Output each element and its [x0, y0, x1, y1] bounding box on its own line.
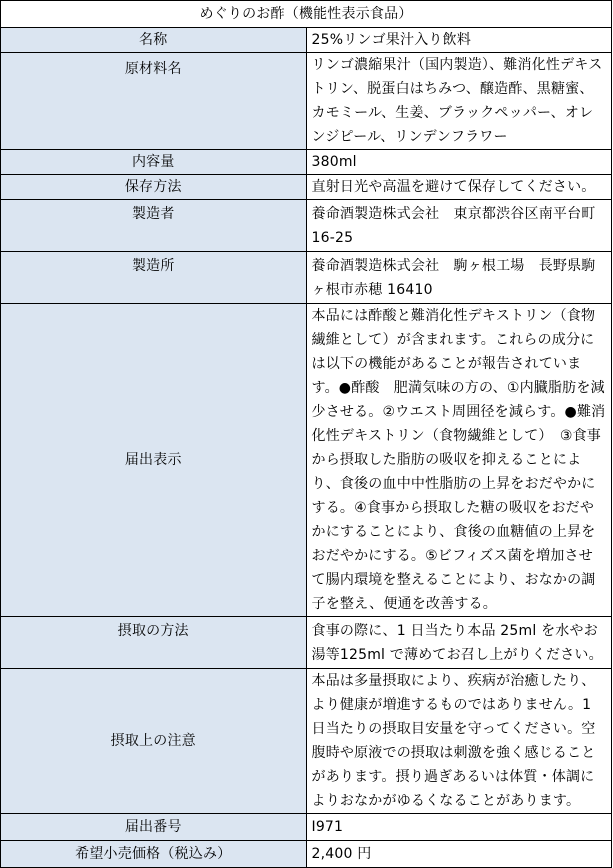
row-label-storage: 保存方法 — [1, 175, 307, 200]
table-row — [1, 200, 612, 252]
table-row — [1, 252, 612, 304]
row-label-volume: 内容量 — [1, 150, 307, 175]
table-row — [1, 53, 612, 150]
row-value-precautions: 本品は多量摂取により、疾病が治癒したり、より健康が増進するものではありません。1 日当たりの摂取目安量を守ってください。空腹時や原液での摂取は刺激を強く感じることがあります。摂り過ぎあるいは体質・体調によりおなかがゆるくなることがあります。 — [306, 669, 612, 814]
row-value-intake-method: 食事の際に、1 日当たり本品 25ml を水やお湯等125ml で薄めてお召し上がりください。 — [306, 617, 612, 669]
row-value-price: 2,400 円 — [306, 841, 612, 868]
row-value-factory: 養命酒製造株式会社 駒ヶ根工場 長野県駒ヶ根市赤穂 16410 — [306, 252, 612, 304]
row-label-price: 希望小売価格（税込み） — [1, 841, 307, 868]
row-value-volume: 380ml — [306, 150, 612, 175]
table-row — [1, 28, 612, 53]
table-row — [1, 150, 612, 175]
title-row — [1, 1, 612, 28]
row-label-manufacturer: 製造者 — [1, 200, 307, 252]
table-row — [1, 617, 612, 669]
table-row — [1, 814, 612, 841]
row-label-notification-number: 届出番号 — [1, 814, 307, 841]
row-value-storage: 直射日光や高温を避けて保存してください。 — [306, 175, 612, 200]
row-value-ingredients: リンゴ濃縮果汁（国内製造）、難消化性デキストリン、脱蛋白はちみつ、醸造酢、黒糖蜜、カモミール、生姜、ブラックペッパー、オレンジピール、リンデンフラワー — [306, 53, 612, 150]
row-value-claims: 本品には酢酸と難消化性デキストリン（食物繊維として）が含まれます。これらの成分には以下の機能があることが報告されています。●酢酸 肥満気味の方の、①内臓脂肪を減少させる。②ウエスト周囲径を減らす。●難消化性デキストリン（食物繊維として） ③食事から摂取した脂肪の吸収を抑えることにより、食後の血中中性脂肪の上昇をおだやかにする。④食事から摂取した糖の吸収をおだやかにすることにより、食後の血糖値の上昇をおだやかにする。⑤ビフィズス菌を増加させて腸内環境を整えることにより、おなかの調子を整え、便通を改善する。 — [306, 304, 612, 617]
table-row — [1, 669, 612, 814]
row-value-notification-number: I971 — [306, 814, 612, 841]
row-label-claims: 届出表示 — [1, 304, 307, 617]
table-row — [1, 841, 612, 868]
row-label-ingredients: 原材料名 — [1, 53, 307, 150]
row-value-name: 25%リンゴ果汁入り飲料 — [306, 28, 612, 53]
table-row — [1, 304, 612, 617]
row-label-factory: 製造所 — [1, 252, 307, 304]
product-title: めぐりのお酢（機能性表示食品） — [1, 1, 612, 28]
row-label-precautions: 摂取上の注意 — [1, 669, 307, 814]
row-value-manufacturer: 養命酒製造株式会社 東京都渋谷区南平台町 16-25 — [306, 200, 612, 252]
row-label-name: 名称 — [1, 28, 307, 53]
row-label-intake-method: 摂取の方法 — [1, 617, 307, 669]
table-row — [1, 175, 612, 200]
